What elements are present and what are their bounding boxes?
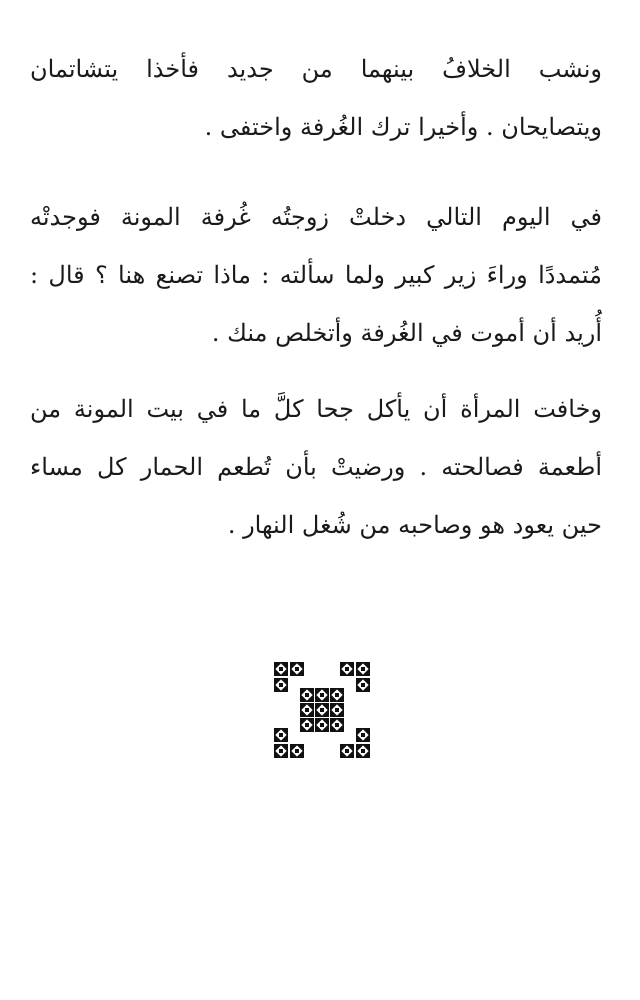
ornament-motif [356,678,370,692]
ornament-motif [330,703,344,717]
text-line: في اليوم التالي دخلتْ زوجتُه غُرفة المونة فوجدتْه [30,203,602,231]
paragraph-3 [30,380,602,554]
ornament-motif [274,662,288,676]
ornament-motif [356,744,370,758]
ornament-motif [340,662,354,676]
ornament-motif [330,688,344,702]
text-line: مُتمددًا وراءَ زير كبير ولما سألته : ماذا تصنع هنا ؟ قال : [30,261,602,289]
ornament-motif [315,703,329,717]
ornament-motif [330,718,344,732]
ornament-motif [290,744,304,758]
ornament-motif [356,728,370,742]
text-line: ونشب الخلافُ بينهما من جديد فأخذا يتشاتمان [30,55,602,83]
text-line: ويتصايحان . وأخيرا ترك الغُرفة واختفى . [204,113,602,141]
text-line: حين يعود هو وصاحبه من شُغل النهار . [227,511,602,539]
ornament-motif [315,718,329,732]
ornament-motif [300,703,314,717]
decorative-ornament [274,662,370,758]
ornament-motif [340,744,354,758]
ornament-motif [356,662,370,676]
paragraph-1 [30,40,602,156]
ornament-motif [274,678,288,692]
ornament-motif [315,688,329,702]
ornament-motif [300,718,314,732]
text-line: أطعمة فصالحته . ورضيتْ بأن تُطعم الحمار كل مساء [30,453,602,481]
paragraph-2 [30,188,602,362]
text-line: أُريد أن أموت في الغُرفة وأتخلص منك . [211,319,602,347]
text-line: وخافت المرأة أن يأكل جحا كلَّ ما في بيت المونة من [30,395,602,423]
ornament-motif [274,728,288,742]
ornament-motif [290,662,304,676]
ornament-motif [300,688,314,702]
ornament-motif [274,744,288,758]
